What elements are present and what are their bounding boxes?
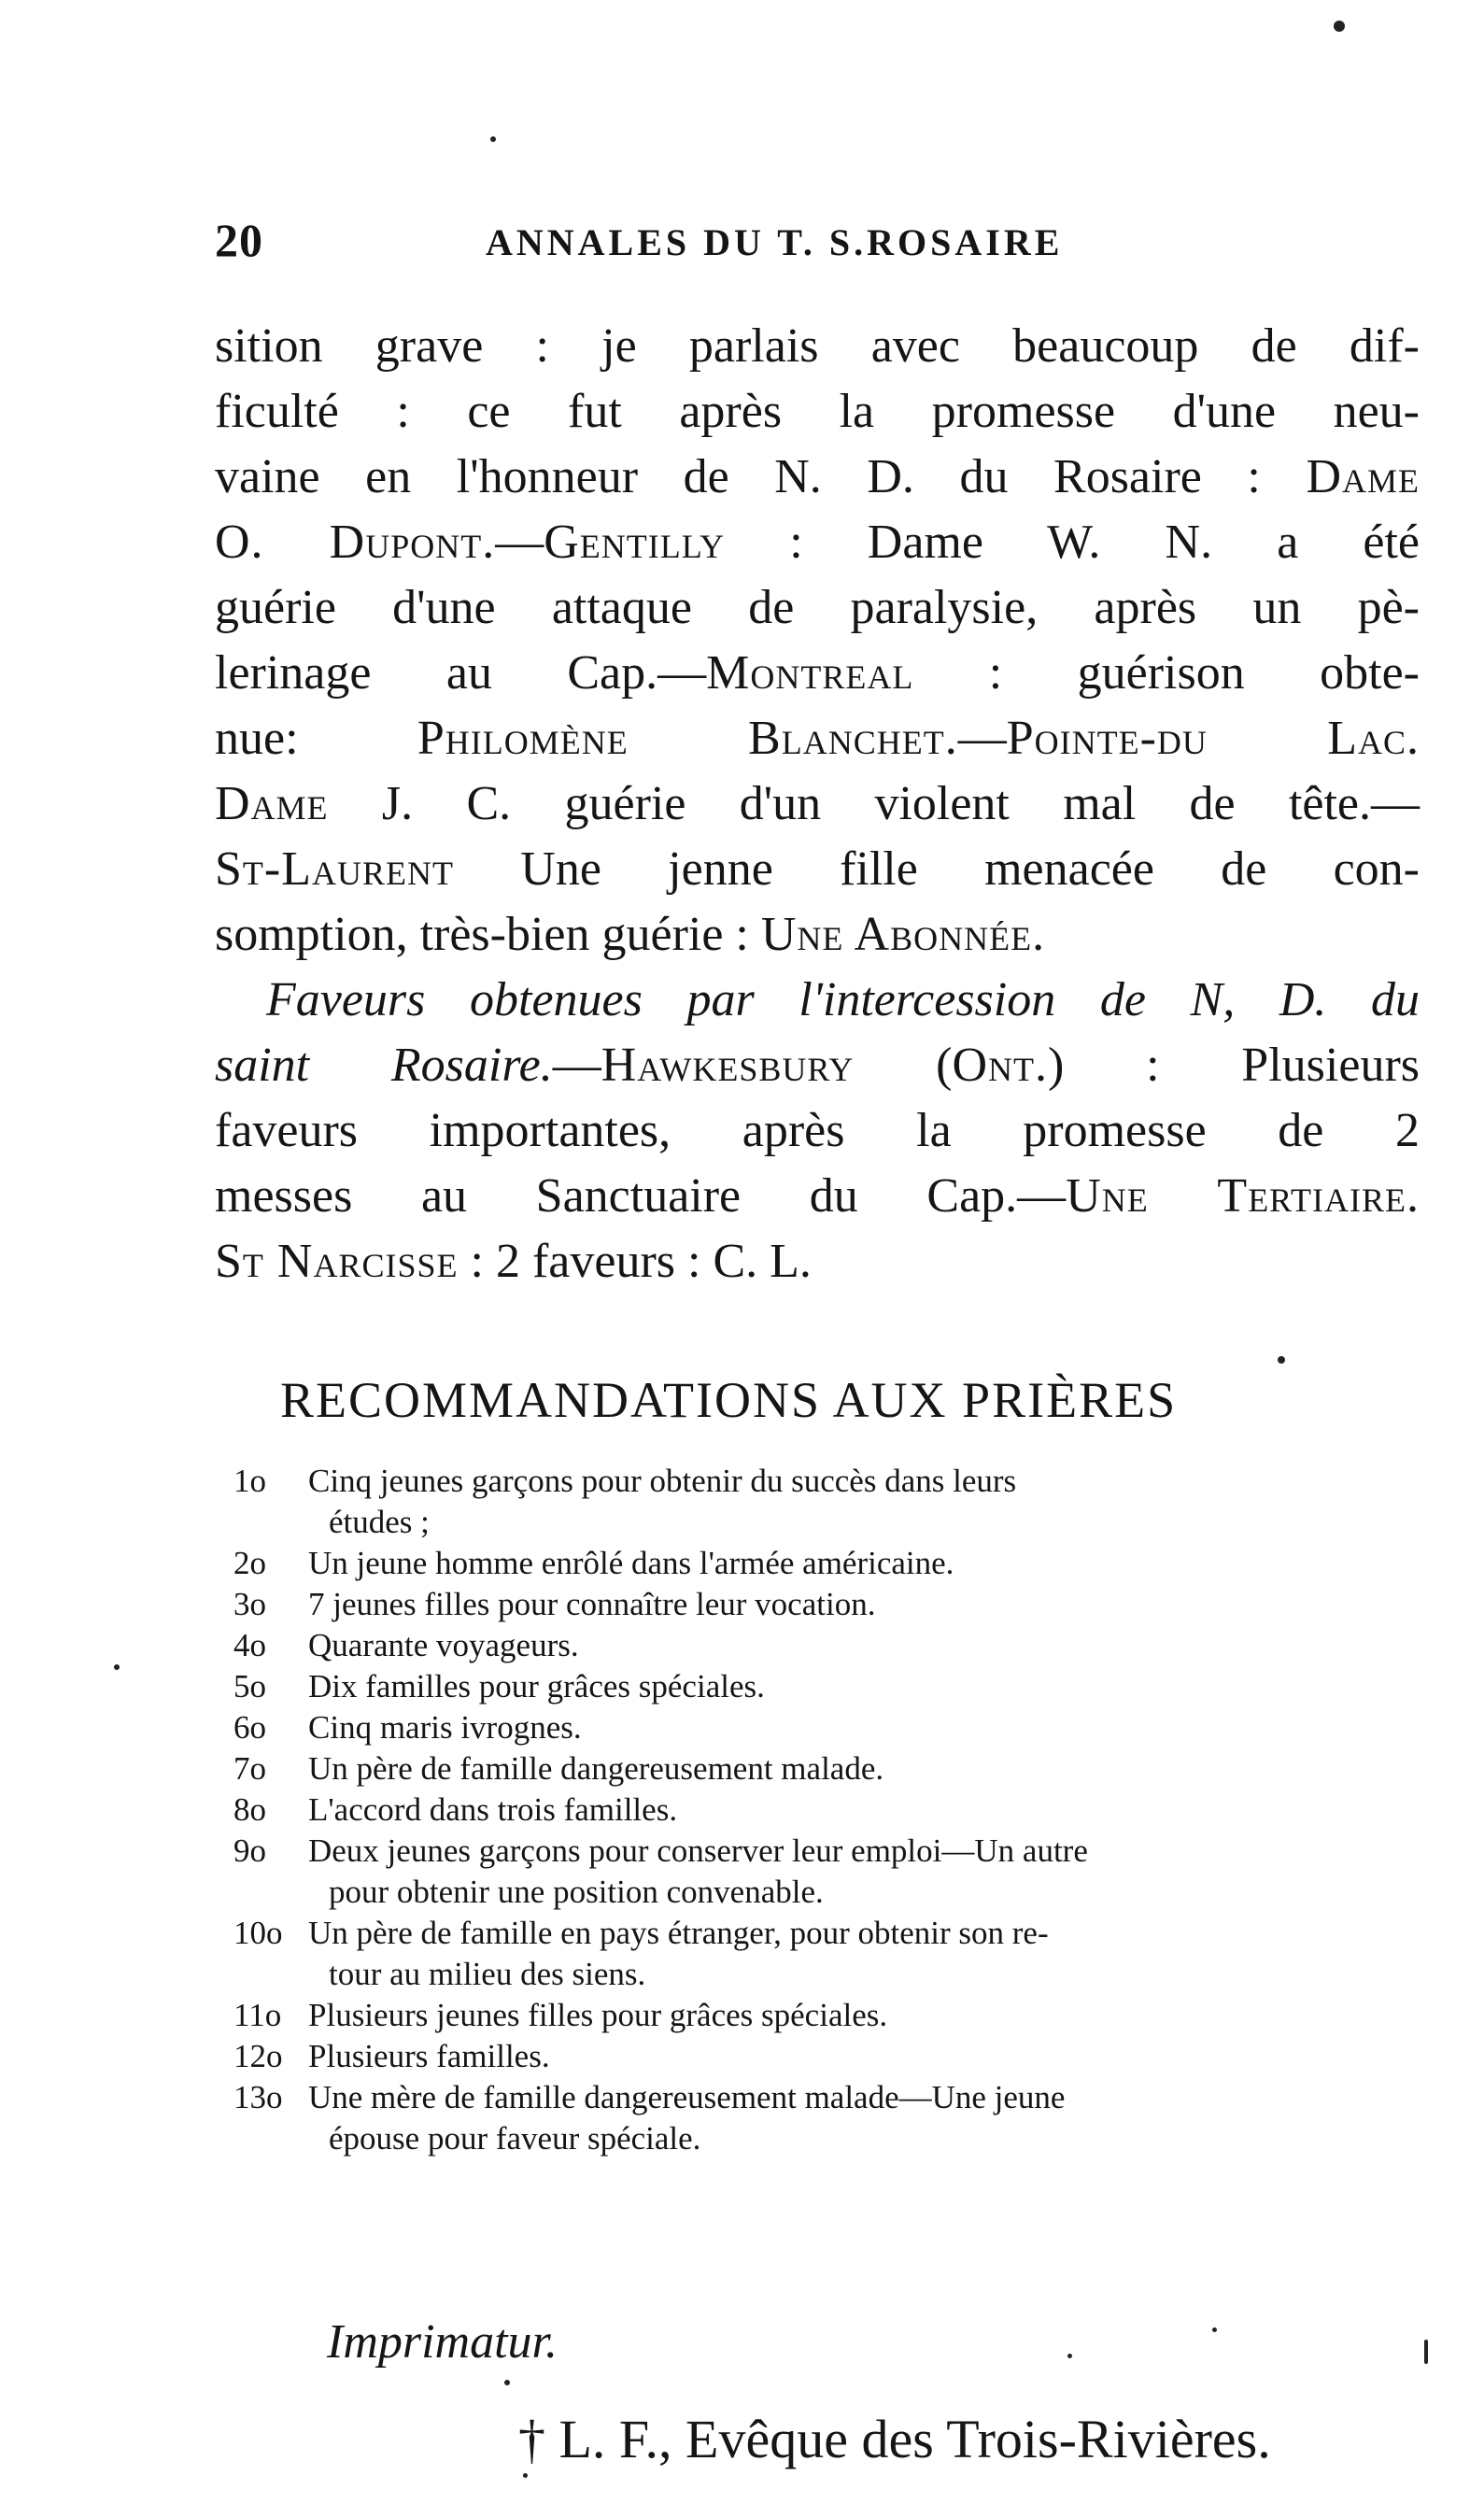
- recommendation-number: 9o: [233, 1832, 266, 1869]
- text-line: somption, très-bien guérie : Une Abonnée.: [215, 908, 1046, 961]
- recommendation-text: [308, 1707, 1420, 1748]
- scan-speck: [1424, 2340, 1428, 2364]
- recommendation-text: [308, 1748, 1420, 1789]
- recommendation-text: [308, 1913, 1420, 1995]
- recommendation-number: 3o: [233, 1586, 266, 1622]
- recommendation-item: [233, 1789, 1420, 1831]
- recommendation-item: [233, 1666, 1420, 1707]
- text-line: vaine en l'honneur de N. D. du Rosaire : Dame: [215, 450, 1420, 503]
- recommendation-item: [233, 1913, 1420, 1995]
- scan-speck: [523, 2473, 528, 2478]
- recommendation-line: études ;: [329, 1504, 430, 1540]
- recommendation-line: Un père de famille en pays étranger, pour obtenir son re-: [308, 1915, 1049, 1951]
- scan-speck: [1334, 21, 1345, 32]
- page-header: [215, 213, 1420, 269]
- recommendation-number: 8o: [233, 1791, 266, 1828]
- scan-speck: [114, 1664, 120, 1670]
- recommendation-line: Plusieurs jeunes filles pour grâces spéciales.: [308, 1997, 888, 2033]
- recommendation-text: [308, 1584, 1420, 1625]
- recommendation-line: Quarante voyageurs.: [308, 1627, 579, 1663]
- recommendation-number: 12o: [233, 2038, 283, 2074]
- recommendation-text: [308, 1995, 1420, 2036]
- text-line: guérie d'une attaque de paralysie, après un pè-: [215, 581, 1420, 634]
- body-text: [215, 314, 1420, 1294]
- recommendation-line: tour au milieu des siens.: [329, 1956, 646, 1992]
- recommendation-item: [233, 1584, 1420, 1625]
- running-title: ANNALES DU T. S.ROSAIRE: [486, 221, 1064, 263]
- recommendation-line: Un jeune homme enrôlé dans l'armée américaine.: [308, 1545, 954, 1581]
- recommendation-item: [233, 1995, 1420, 2036]
- recommendation-line: Un père de famille dangereusement malade.: [308, 1750, 884, 1787]
- text-line: Faveurs obtenues par l'intercession de N, D. du: [266, 973, 1420, 1026]
- scan-speck: [504, 2380, 510, 2385]
- recommendation-text: [308, 1831, 1420, 1913]
- text-line: messes au Sanctuaire du Cap.—Une Tertiaire.: [215, 1169, 1420, 1223]
- recommendation-line: L'accord dans trois familles.: [308, 1791, 678, 1828]
- recommendation-text: [308, 1625, 1420, 1666]
- recommendation-item: [233, 1625, 1420, 1666]
- recommendation-line: Plusieurs familles.: [308, 2038, 550, 2074]
- recommendation-text: [308, 2036, 1420, 2077]
- recommendation-line: pour obtenir une position convenable.: [329, 1874, 824, 1910]
- recommendation-number: 6o: [233, 1709, 266, 1746]
- recommendations-list: [233, 1461, 1420, 2159]
- recommendation-line: épouse pour faveur spéciale.: [329, 2120, 701, 2157]
- recommendation-text: [308, 1461, 1420, 1543]
- imprimatur: Imprimatur.: [327, 2315, 558, 2369]
- recommendation-number: 2o: [233, 1545, 266, 1581]
- recommendation-number: 5o: [233, 1668, 266, 1705]
- scan-speck: [1278, 1356, 1285, 1364]
- text-line: O. Dupont.—Gentilly : Dame W. N. a été: [215, 516, 1420, 569]
- section-title: RECOMMANDATIONS AUX PRIÈRES: [280, 1372, 1178, 1428]
- recommendation-item: [233, 2036, 1420, 2077]
- text-line: Dame J. C. guérie d'un violent mal de tête.—: [215, 777, 1420, 830]
- recommendation-number: 11o: [233, 1997, 282, 2033]
- text-line: lerinage au Cap.—Montreal : guérison obte-: [215, 646, 1420, 700]
- recommendation-line: Cinq jeunes garçons pour obtenir du succès dans leurs: [308, 1463, 1017, 1499]
- signature: † L. F., Evêque des Trois-Rivières.: [518, 2409, 1271, 2469]
- recommendation-line: Deux jeunes garçons pour conserver leur emploi—Un autre: [308, 1832, 1088, 1869]
- scan-speck: [1212, 2327, 1217, 2332]
- recommendation-item: [233, 2077, 1420, 2159]
- recommendation-number: 13o: [233, 2079, 283, 2115]
- recommendation-item: [233, 1461, 1420, 1543]
- recommendation-item: [233, 1831, 1420, 1913]
- text-line: ficulté : ce fut après la promesse d'une neu-: [215, 385, 1420, 438]
- recommendation-number: 10o: [233, 1915, 283, 1951]
- text-line: St-Laurent Une jenne fille menacée de con-: [215, 842, 1420, 896]
- recommendation-line: Une mère de famille dangereusement malade—Une jeune: [308, 2079, 1066, 2115]
- recommendation-number: 1o: [233, 1463, 266, 1499]
- recommendation-line: Dix familles pour grâces spéciales.: [308, 1668, 765, 1705]
- recommendation-text: [308, 1666, 1420, 1707]
- recommendation-line: Cinq maris ivrognes.: [308, 1709, 582, 1746]
- scan-speck: [490, 136, 496, 142]
- text-line: sition grave : je parlais avec beaucoup de dif-: [215, 319, 1420, 373]
- text-line: nue: Philomène Blanchet.—Pointe-du Lac.: [215, 712, 1420, 765]
- recommendation-text: [308, 1543, 1420, 1584]
- recommendation-line: 7 jeunes filles pour connaître leur vocation.: [308, 1586, 876, 1622]
- recommendation-item: [233, 1748, 1420, 1789]
- recommendation-number: 4o: [233, 1627, 266, 1663]
- text-line: St Narcisse : 2 faveurs : C. L.: [215, 1235, 812, 1288]
- recommendation-text: [308, 2077, 1420, 2159]
- recommendation-item: [233, 1543, 1420, 1584]
- recommendation-text: [308, 1789, 1420, 1831]
- recommendation-item: [233, 1707, 1420, 1748]
- text-line: saint Rosaire.—Hawkesbury (Ont.) : Plusieurs: [215, 1039, 1420, 1092]
- scan-speck: [1067, 2354, 1072, 2358]
- recommendation-number: 7o: [233, 1750, 266, 1787]
- text-line: faveurs importantes, après la promesse de 2: [215, 1104, 1420, 1157]
- page-number: 20: [215, 214, 263, 266]
